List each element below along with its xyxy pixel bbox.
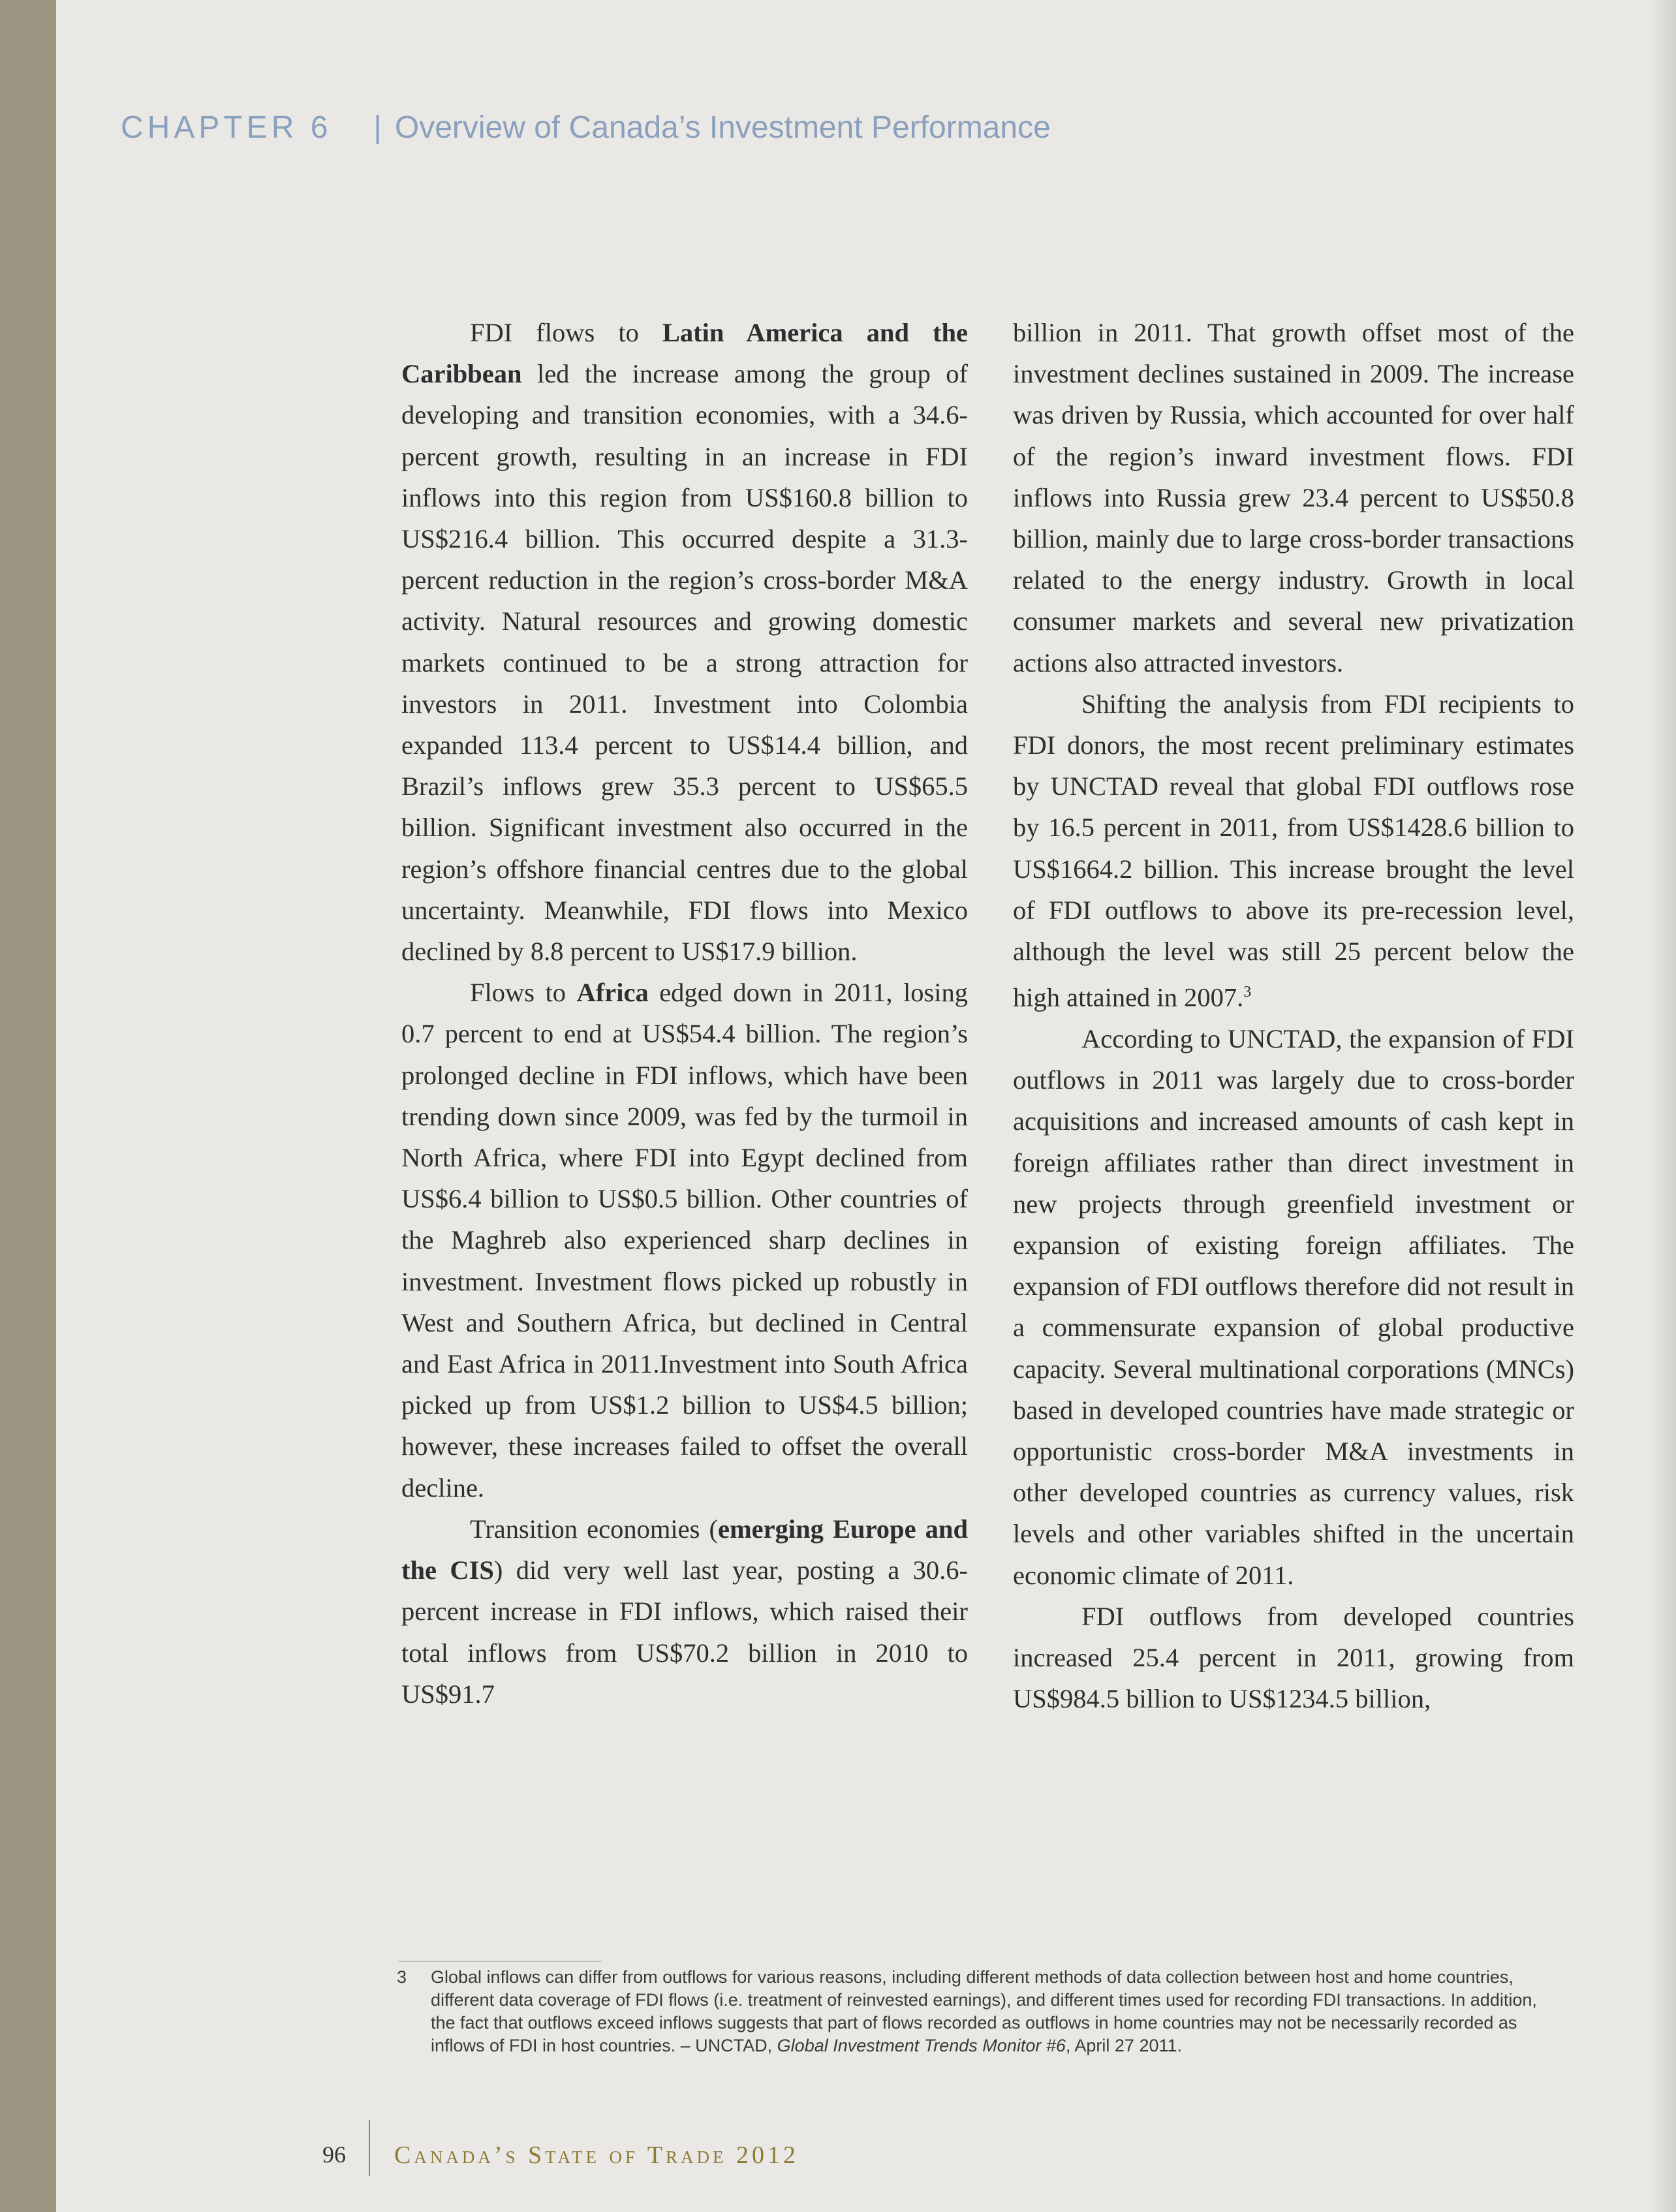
paragraph-lead: Flows to — [470, 978, 577, 1008]
paragraph-continued: billion in 2011. That growth offset most of the investment declines sustained in 2009. The increase was driven by Russia, which accounted for over half of the region’s inward investment flows. FDI inflows into Russia grew 23.4 percent to US$50.8 billion, mainly due to large cross-border transactions related to the energy industry. Growth in local consumer markets and several new privatization actions also attracted investors. — [1013, 318, 1574, 678]
header-separator: | — [373, 110, 382, 145]
chapter-title: Overview of Canada’s Investment Performance — [394, 110, 1051, 145]
footnote-body: Global inflows can differ from outflows for various reasons, including different methods of data collection between host and home countries, different data coverage of FDI flows (i.e. treatment of reinvested earnings), and different times used for recording FDI transactions. In addition, the fact that outflows exceed inflows suggests that part of flows recorded as outflows in home countries may not be necessarily recorded as inflows of FDI in host countries. – UNCTAD, — [431, 1967, 1537, 2055]
page-number: 96 — [322, 2142, 346, 2168]
footnote-number: 3 — [397, 1967, 407, 1987]
paragraph-body: led the increase among the group of developing and transition economies, with a 34.6-percent growth, resulting in an increase in FDI inflows into this region from US$160.8 billion to US$216.4 billion. This occurred despite a 31.3-percent reduction in the region’s cross-border M&A activity. Natural resources and growing domestic markets continued to be a strong attraction for investors in 2011. Investment into Colombia expanded 113.4 percent to US$14.4 billion, and Brazil’s inflows grew 35.3 percent to US$65.5 billion. Significant investment also occurred in the region’s offshore financial centres due to the global uncertainty. Meanwhile, FDI flows into Mexico declined by 8.8 percent to US$17.9 billion. — [401, 359, 968, 967]
bold-region-name: Latin America and the Caribbean — [401, 318, 968, 389]
paragraph-africa — [401, 972, 968, 1508]
paragraph-lead: FDI flows to — [470, 318, 662, 347]
publication-title: Canada’s State of Trade 2012 — [394, 2142, 799, 2169]
paragraph-unctad-expansion: According to UNCTAD, the expansion of FDI outflows in 2011 was largely due to cross-border acquisitions and increased amounts of cash kept in foreign affiliates rather than direct investment in new projects through greenfield investment or expansion of existing foreign affiliates. The expansion of FDI outflows therefore did not result in a commensurate expansion of global productive capacity. Several multinational corporations (MNCs) based in developed countries have made strategic or opportunistic cross-border M&A investments in other developed countries as currency values, risk levels and other variables shifted in the uncertain economic climate of 2011. — [1013, 1023, 1574, 1590]
footnote-text — [431, 1966, 1565, 2057]
chapter-header — [121, 110, 1051, 146]
footnote — [397, 1966, 1565, 2057]
footnote-divider — [398, 1961, 602, 1962]
paragraph-body: ) did very well last year, posting a 30.6-percent increase in FDI inflows, which raised their total inflows from US$70.2 billion in 2010 to US$91.7 — [401, 1555, 968, 1709]
book-spine-edge — [0, 0, 56, 2212]
paragraph-body: edged down in 2011, losing 0.7 percent to end at US$54.4 billion. The region’s prolonged decline in FDI inflows, which have been trending down since 2009, was fed by the turmoil in North Africa, where FDI into Egypt declined from US$6.4 billion to US$0.5 billion. Other countries of the Maghreb also experienced sharp declines in investment. Investment flows picked up robustly in West and Southern Africa, but declined in Central and East Africa in 2011.Investment into South Africa picked up from US$1.2 billion to US$4.5 billion; however, these increases failed to offset the overall decline. — [401, 978, 968, 1503]
footer-divider — [369, 2120, 370, 2176]
footnote-date: , April 27 2011. — [1065, 2036, 1183, 2055]
paragraph-fdi-donors — [1013, 683, 1574, 1018]
chapter-label: CHAPTER 6 — [121, 110, 332, 145]
left-text-column — [401, 312, 968, 1715]
paragraph-latin-america — [401, 312, 968, 972]
page-edge-shadow — [1650, 0, 1676, 2212]
footnote-source-title: Global Investment Trends Monitor #6 — [777, 2036, 1066, 2055]
bold-region-name: emerging Europe and the CIS — [401, 1514, 968, 1585]
bold-region-name: Africa — [576, 978, 649, 1008]
paragraph-body: Shifting the analysis from FDI recipients to FDI donors, the most recent preliminary estimates by UNCTAD reveal that global FDI outflows rose by 16.5 percent in 2011, from US$1428.6 billion to US$1664.2 billion. This increase brought the level of FDI outflows to above its pre-recession level, although the level was still 25 percent below the high attained in 2007. — [1013, 689, 1574, 1012]
paragraph-lead: Transition economies ( — [470, 1514, 718, 1544]
footnote-reference[interactable]: 3 — [1243, 984, 1252, 1001]
paragraph-transition-economies — [401, 1508, 968, 1715]
right-text-column — [1013, 312, 1574, 1719]
paragraph-developed-outflows: FDI outflows from developed countries increased 25.4 percent in 2011, growing from US$984.5 billion to US$1234.5 billion, — [1013, 1601, 1574, 1714]
